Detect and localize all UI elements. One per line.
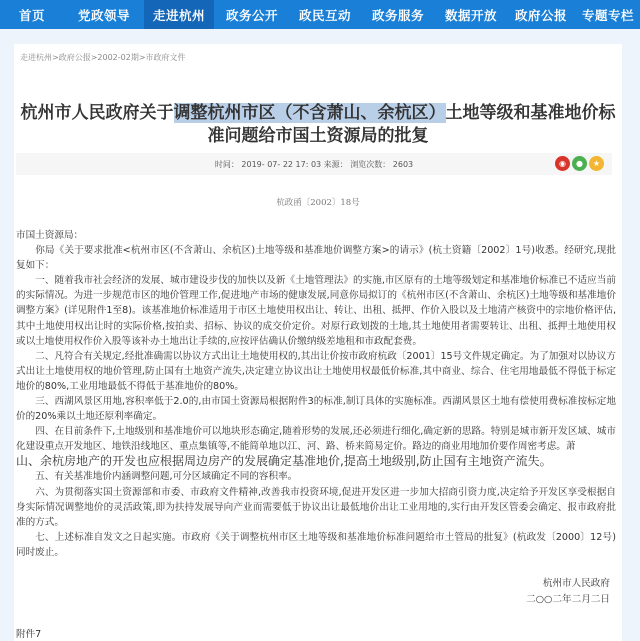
breadcrumb[interactable]: 走进杭州>政府公报>2002-02期>市政府文件 <box>20 53 186 62</box>
right-gutter <box>622 29 640 641</box>
nav-item-6[interactable]: 数据开放 <box>444 7 497 23</box>
nav-item-7[interactable]: 政府公报 <box>514 7 567 23</box>
title-highlighted-selection: 调整杭州市区（不含萧山、余杭区） <box>173 103 446 123</box>
signature-org: 杭州市人民政府 <box>542 578 610 589</box>
nav-item-3[interactable]: 政务公开 <box>225 7 278 23</box>
paragraph: 四、在目前条件下,土地级别和基准地价可以地块形态确定,随着形势的发展,还必须进行细化,确定新的思路。特别是城市新开发区域、城市化建设重点开发地区、地铁沿线地区、重点集镇等,不能简单地以江、河、路、桥来简易定价。路边的商业用地加价要作周密考虑。萧 <box>16 426 616 453</box>
nav-item-5[interactable]: 政务服务 <box>371 7 424 23</box>
paragraph: 市国土资源局： <box>16 230 84 241</box>
nav-item-8[interactable]: 专题专栏 <box>581 7 634 23</box>
wechat-icon[interactable]: ● <box>572 156 587 171</box>
nav-item-0[interactable]: 首页 <box>18 7 45 23</box>
nav-item-4[interactable]: 政民互动 <box>298 7 351 23</box>
attachment-label: 附件7 <box>16 629 42 640</box>
paragraph: 二、凡符合有关规定,经批准确需以协议方式出让土地使用权的,其出让价按市政府杭政〔2001〕15号文件规定确定。为了加强对以协议方式出让土地使用权的地价管理,防止国有土地资产流失,决定建立协议出让土地使用权最低价标准,其中商业、综合、住宅用地最低不得低于标定地价的80%,工业用地最低不得低于基准地价的80%。 <box>16 350 616 392</box>
paragraph: 一、随着我市社会经济的发展、城市建设步伐的加快以及新《土地管理法》的实施,市区原有的土地等级划定和基准地价标准已不适应当前的实际情况。为进一步规范市区的地价管理工作,促进地产市场的健康发展,同意你局拟订的《杭州市区(不含萧山、余杭区)土地等级和基准地价调整方案》(详见附件1至8)。该基准地价标准适用于市区土地使用权出让、转让、出租、抵押、作价入股以及土地清产核资中的宗地价格评估,其中土地使用权出让时的实际价格,按拍卖、招标、协议的成交价定价。对原行政划拨的土地,其土地使用者需要转让、出租、抵押土地使用权或以土地使用权作价入股等该补办土地出让手续的,应按评估确认价缴纳级差地租和市政配套费。 <box>16 275 616 347</box>
paragraph: 六、为贯彻落实国土资源部和市委、市政府文件精神,改善我市投资环境,促进开发区进一步加大招商引资力度,决定给予开发区享受根据自身实际情况调整地价的灵活政策,即为扶持发展导向产业而需要低于协议出让最低地价出让工业用地的,实行由开发区管委会确定、报市政府批准的方式。 <box>16 486 616 528</box>
signature-date: 二○○二年二月二日 <box>526 594 610 605</box>
share-buttons <box>555 156 604 171</box>
title-part-1: 杭州市人民政府关于 <box>20 103 174 123</box>
signature <box>526 576 610 608</box>
paragraph: 五、有关基准地价内涵调整问题,可分区域确定不同的容积率。 <box>35 471 298 483</box>
paragraph: 三、西湖风景区用地,容积率低于2.0的,由市国土资源局根据附件3的标准,制订具体的实施标准。西湖风景区土地有偿使用费标准按标定地价的20%乘以土地还原利率确定。 <box>16 396 616 423</box>
article-body <box>16 228 616 560</box>
paragraph: 山、余杭房地产的开发也应根据周边房产的发展确定基准地价,提高土地级别,防止国有主地资产流失。 <box>16 454 552 469</box>
top-navigation <box>0 0 640 29</box>
nav-item-1[interactable]: 党政领导 <box>77 7 130 23</box>
paragraph: 七、上述标准自发文之日起实施。市政府《关于调整杭州市区土地等级和基准地价标准问题给市土管局的批复》(杭政发〔2000〕12号)同时废止。 <box>16 531 616 558</box>
weibo-icon[interactable]: ◉ <box>555 156 570 171</box>
paragraph: 你局《关于要求批准<杭州市区(不含萧山、余杭区)土地等级和基准地价调整方案>的请示》(杭土资籍〔2002〕1号)收悉。经研究,现批复如下： <box>16 245 616 272</box>
favorite-icon[interactable]: ★ <box>589 156 604 171</box>
title-part-3: 土地等级和基准地价标准问题给市国土资源局的批复 <box>207 103 616 146</box>
document-number: 杭政函〔2002〕18号 <box>276 198 360 208</box>
article-meta: 时间： 2019- 07- 22 17: 03 来源： 浏览次数： 2603 <box>214 159 414 169</box>
nav-item-2[interactable]: 走进杭州 <box>144 0 214 29</box>
article-page <box>14 44 622 641</box>
article-title <box>14 102 622 148</box>
article-meta-bar <box>16 153 612 175</box>
